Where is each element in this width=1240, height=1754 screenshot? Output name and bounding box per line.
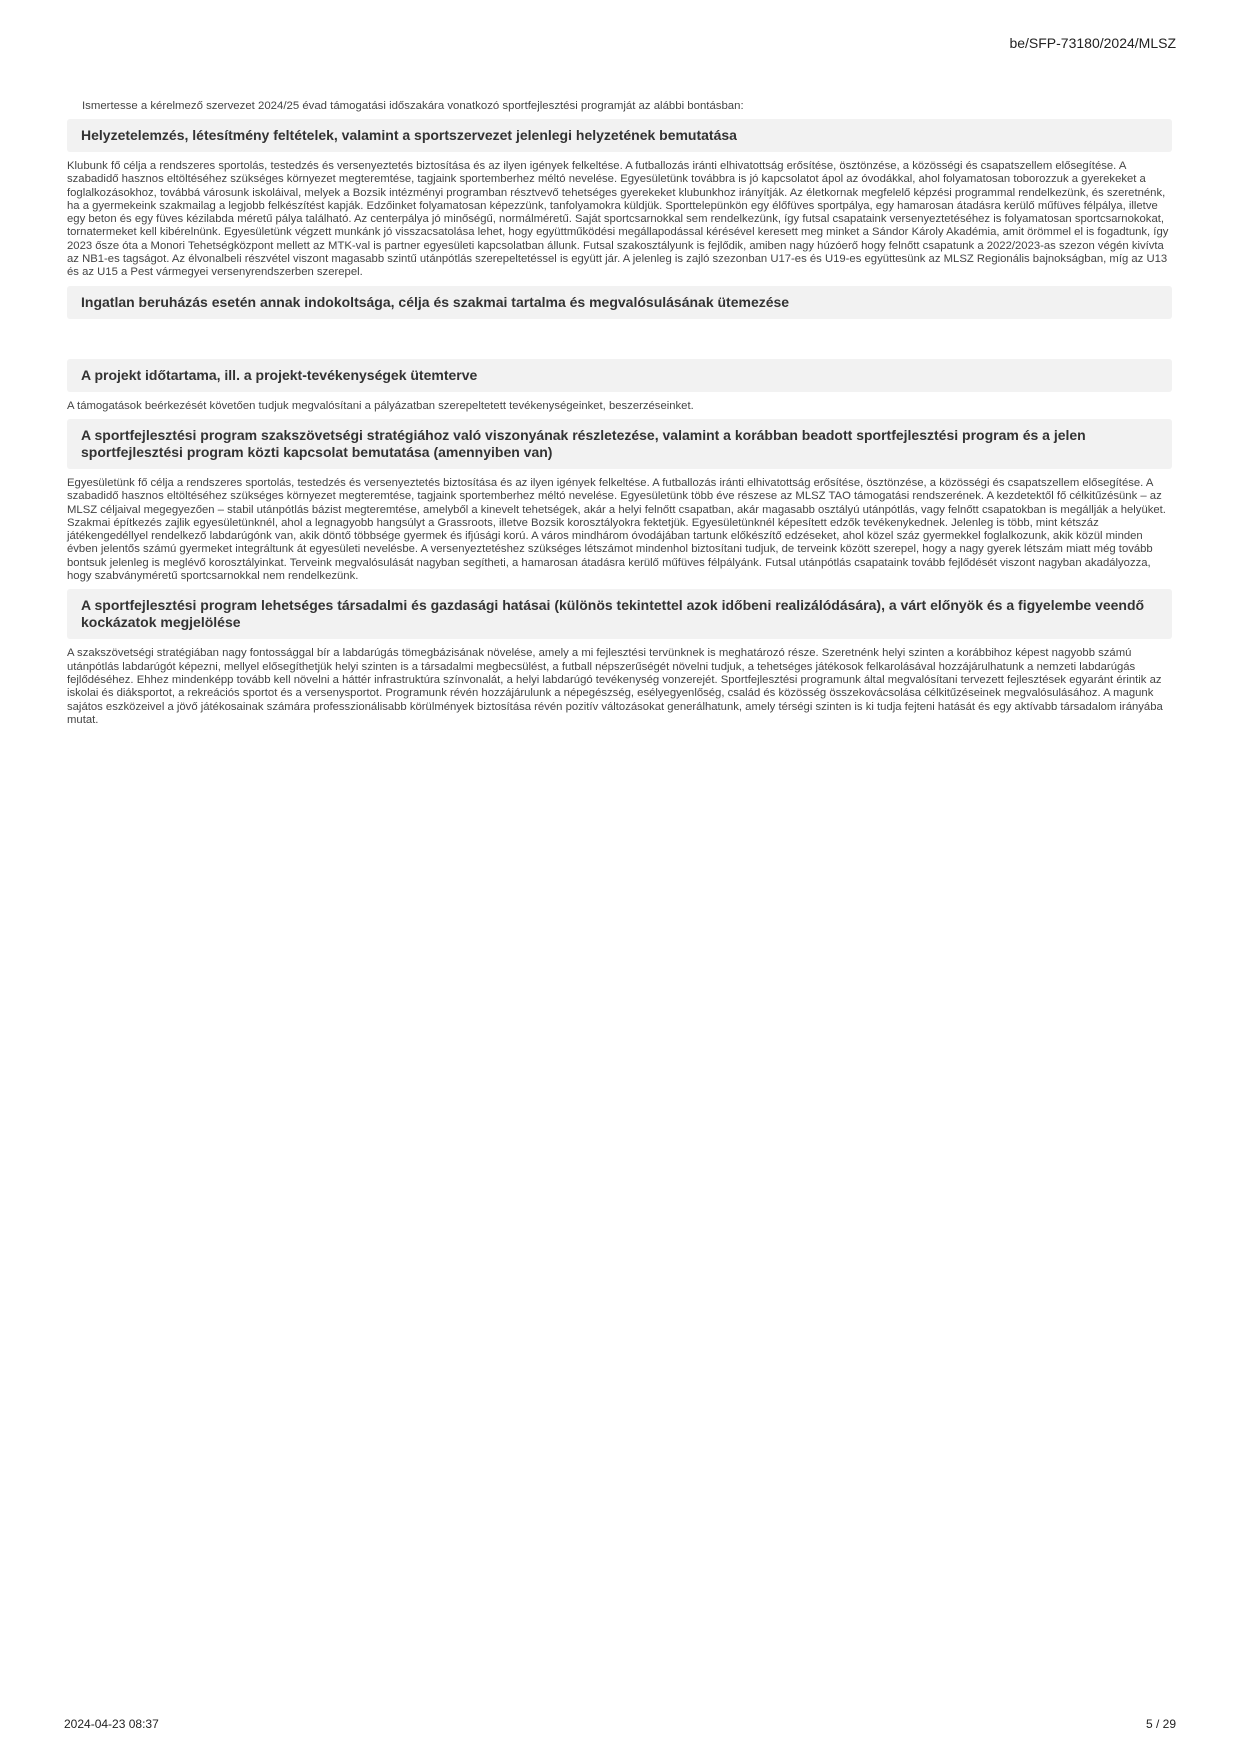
- section-title: Helyzetelemzés, létesítmény feltételek, valamint a sportszervezet jelenlegi helyzetének bemutatása: [67, 119, 1172, 152]
- section-body: A szakszövetségi stratégiában nagy fontossággal bír a labdarúgás tömegbázisának növelése, amely a mi fejlesztési tervünknek is meghatározó része. Szeretnénk helyi szinten a korábbihoz képest nagyobb számú utánpótlás labdarúgót képezni, mellyel elősegíthetjük helyi szinten is a társadalmi megbecsülést, a futball népszerűségét növelni tudjuk, a tehetséges játékosok felkarolásával hozzájárulhatunk a nemzeti labdarúgás fejlődéséhez. Ehhez mindenképp tovább kell növelni a háttér infrastruktúra színvonalát, a helyi labdarúgó tevékenység vonzerejét. Sportfejlesztési programunk által megvalósítani tervezett fejlesztések egyaránt érintik az iskolai és diáksportot, a rekreációs sportot és a versenysportot. Programunk révén hozzájárulunk a népegészség, esélyegyenlőség, család és közösség összekovácsolása célkitűzéseinek megvalósulásához. A magunk sajátos eszközeivel a jövő játékosainak számára professzionálisabb körülmények biztosítása révén pozitív változásokat generálhatunk, amely térségi szinten is ki tudja fejteni hatását és egy aktívabb társadalom irányába mutat.: [67, 647, 1163, 726]
- section-title: A sportfejlesztési program szakszövetségi stratégiához való viszonyának részletezése, valamint a korábban beadott sportfejlesztési program és a jelen sportfejlesztési program közti kapcsolat bemutatása (amennyiben van): [67, 419, 1172, 469]
- section-social-economic-impact: [67, 589, 1172, 727]
- intro-text: Ismertesse a kérelmező szervezet 2024/25 évad támogatási időszakára vonatkozó sportfejlesztési programját az alábbi bontásban:: [82, 100, 744, 112]
- section-body: [67, 327, 1172, 353]
- section-strategy-relation: [67, 419, 1172, 583]
- document-content: [67, 99, 1172, 733]
- section-situation-analysis: [67, 119, 1172, 280]
- section-title: Ingatlan beruházás esetén annak indokoltsága, célja és szakmai tartalma és megvalósulásának ütemezése: [67, 286, 1172, 319]
- document-reference: be/SFP-73180/2024/MLSZ: [1009, 35, 1176, 51]
- page-number: 5 / 29: [1145, 1717, 1176, 1731]
- section-project-timeline: [67, 359, 1172, 413]
- section-title: A sportfejlesztési program lehetséges társadalmi és gazdasági hatásai (különös tekintettel azok időbeni realizálódására), a várt előnyök és a figyelembe veendő kockázatok megjelölése: [67, 589, 1172, 639]
- footer-timestamp: 2024-04-23 08:37: [64, 1717, 159, 1731]
- section-body: Egyesületünk fő célja a rendszeres sportolás, testedzés és versenyeztetés biztosítása és az ilyen igények felkeltése. A futballozás iránti elhivatottság erősítése, ösztönzése, a közösségi és csapatszellem elősegítése. A szabadidő hasznos eltöltéséhez szükséges környezet megteremtése, tagjaink sportemberhez méltó nevelése. Egyesületünk több éve részese az MLSZ TAO támogatási rendszerének. A kezdetektől fő célkitűzésünk – az MLSZ céljaival megegyezően – stabil utánpótlás bázist megteremtése, amelyből a kinevelt tehetségek, akár a helyi felnőtt csapatban, akár magasabb osztályú utánpótlás, vagy felnőtt csapatokban is megállják a helyüket. Szakmai építkezés zajlik egyesületünknél, ahol a legnagyobb hangsúlyt a Grassroots, illetve Bozsik korosztályokra fektetjük. Egyesületünknél képesített edzők tevékenykednek. Jelenleg is több, mint kétszáz játékengedéllyel rendelkező labdarúgónk van, akik döntő többsége gyermek és ifjúsági korú. A város mindhárom óvodájában tartunk előkészítő edzéseket, ahol közel száz gyermekkel foglalkozunk, akik közül minden évben jelentős számú gyermeket integráltunk át egyesületi nevelésbe. A versenyeztetéshez szükséges létszámot mindenhol biztosítani tudjuk, de terveink között szerepel, hogy a nagy gyerek létszám miatt még tovább bontsuk jelenleg is meglévő korosztályinkat. Terveink megvalósulását nagyban segítheti, a hamarosan átadásra kerülő műfüves félpályánk. Futsal utánpótlás csapataink tovább fejlődését viszont nagyban akadályozza, hogy szabványméretű sportcsarnokkal nem rendelkezünk.: [67, 476, 1166, 583]
- section-body: A támogatások beérkezését követően tudjuk megvalósítani a pályázatban szerepeltetett tevékenységeinket, beszerzéseinket.: [67, 399, 694, 412]
- section-real-estate-investment: [67, 286, 1172, 353]
- section-title: A projekt időtartama, ill. a projekt-tevékenységek ütemterve: [67, 359, 1172, 392]
- section-body: Klubunk fő célja a rendszeres sportolás, testedzés és versenyeztetés biztosítása és az ilyen igények felkeltése. A futballozás iránti elhivatottság erősítése, ösztönzése, a közösségi és csapatszellem elősegítése. A szabadidő hasznos eltöltéséhez szükséges környezet megteremtése, tagjaink sportemberhez méltó nevelése. Egyesületünk továbbra is jó kapcsolatot ápol az óvodákkal, ahol folyamatosan toborozzuk a gyerekeket a foglalkozásokhoz, továbbá városunk iskoláival, melyek a Bozsik intézményi programban résztvevő tehetséges gyerekeket klubunkhoz irányítják. Az életkornak megfelelő képzési programmal rendelkezünk, és szeretnénk, ha a gyermekeink szakmailag a legjobb felkészítést kapják. Edzőinket folyamatosan képezzünk, tanfolyamokra küldjük. Sporttelepünkön egy élőfüves sportpálya, egy hamarosan átadásra kerülő műfüves félpálya, illetve egy beton és egy füves kézilabda méretű pálya található. Az centerpálya jó minőségű, normálméretű. Saját sportcsarnokkal sem rendelkezünk, így futsal csapataink versenyeztetéséhez is folyamatosan sportcsarnokokat, tornatermeket kell kibérelnünk. Egyesületünk végzett munkánk jó visszacsatolása lehet, hogy együttműködési megállapodással kérésével keresett meg minket a Sándor Károly Akadémia, amit örömmel el is fogadtunk, így 2023 ősze óta a Monori Tehetségközpont mellett az MTK-val is partner egyesületi kapcsolatban állunk. Futsal szakosztályunk is fejlődik, amiben nagy húzóerő hogy felnőtt csapatunk a 2022/2023-as szezon végén kivívta az NB1-es tagságot. Az élvonalbeli részvétel viszont magasabb szintű utánpótlás szerepeltetéssel is együtt jár. A jelenleg is zajló szezonban U17-es és U19-es együttesünk az MLSZ Regionális bajnokságban, míg az U13 és az U15 a Pest vármegyei versenyrendszerben szerepel.: [67, 160, 1169, 279]
